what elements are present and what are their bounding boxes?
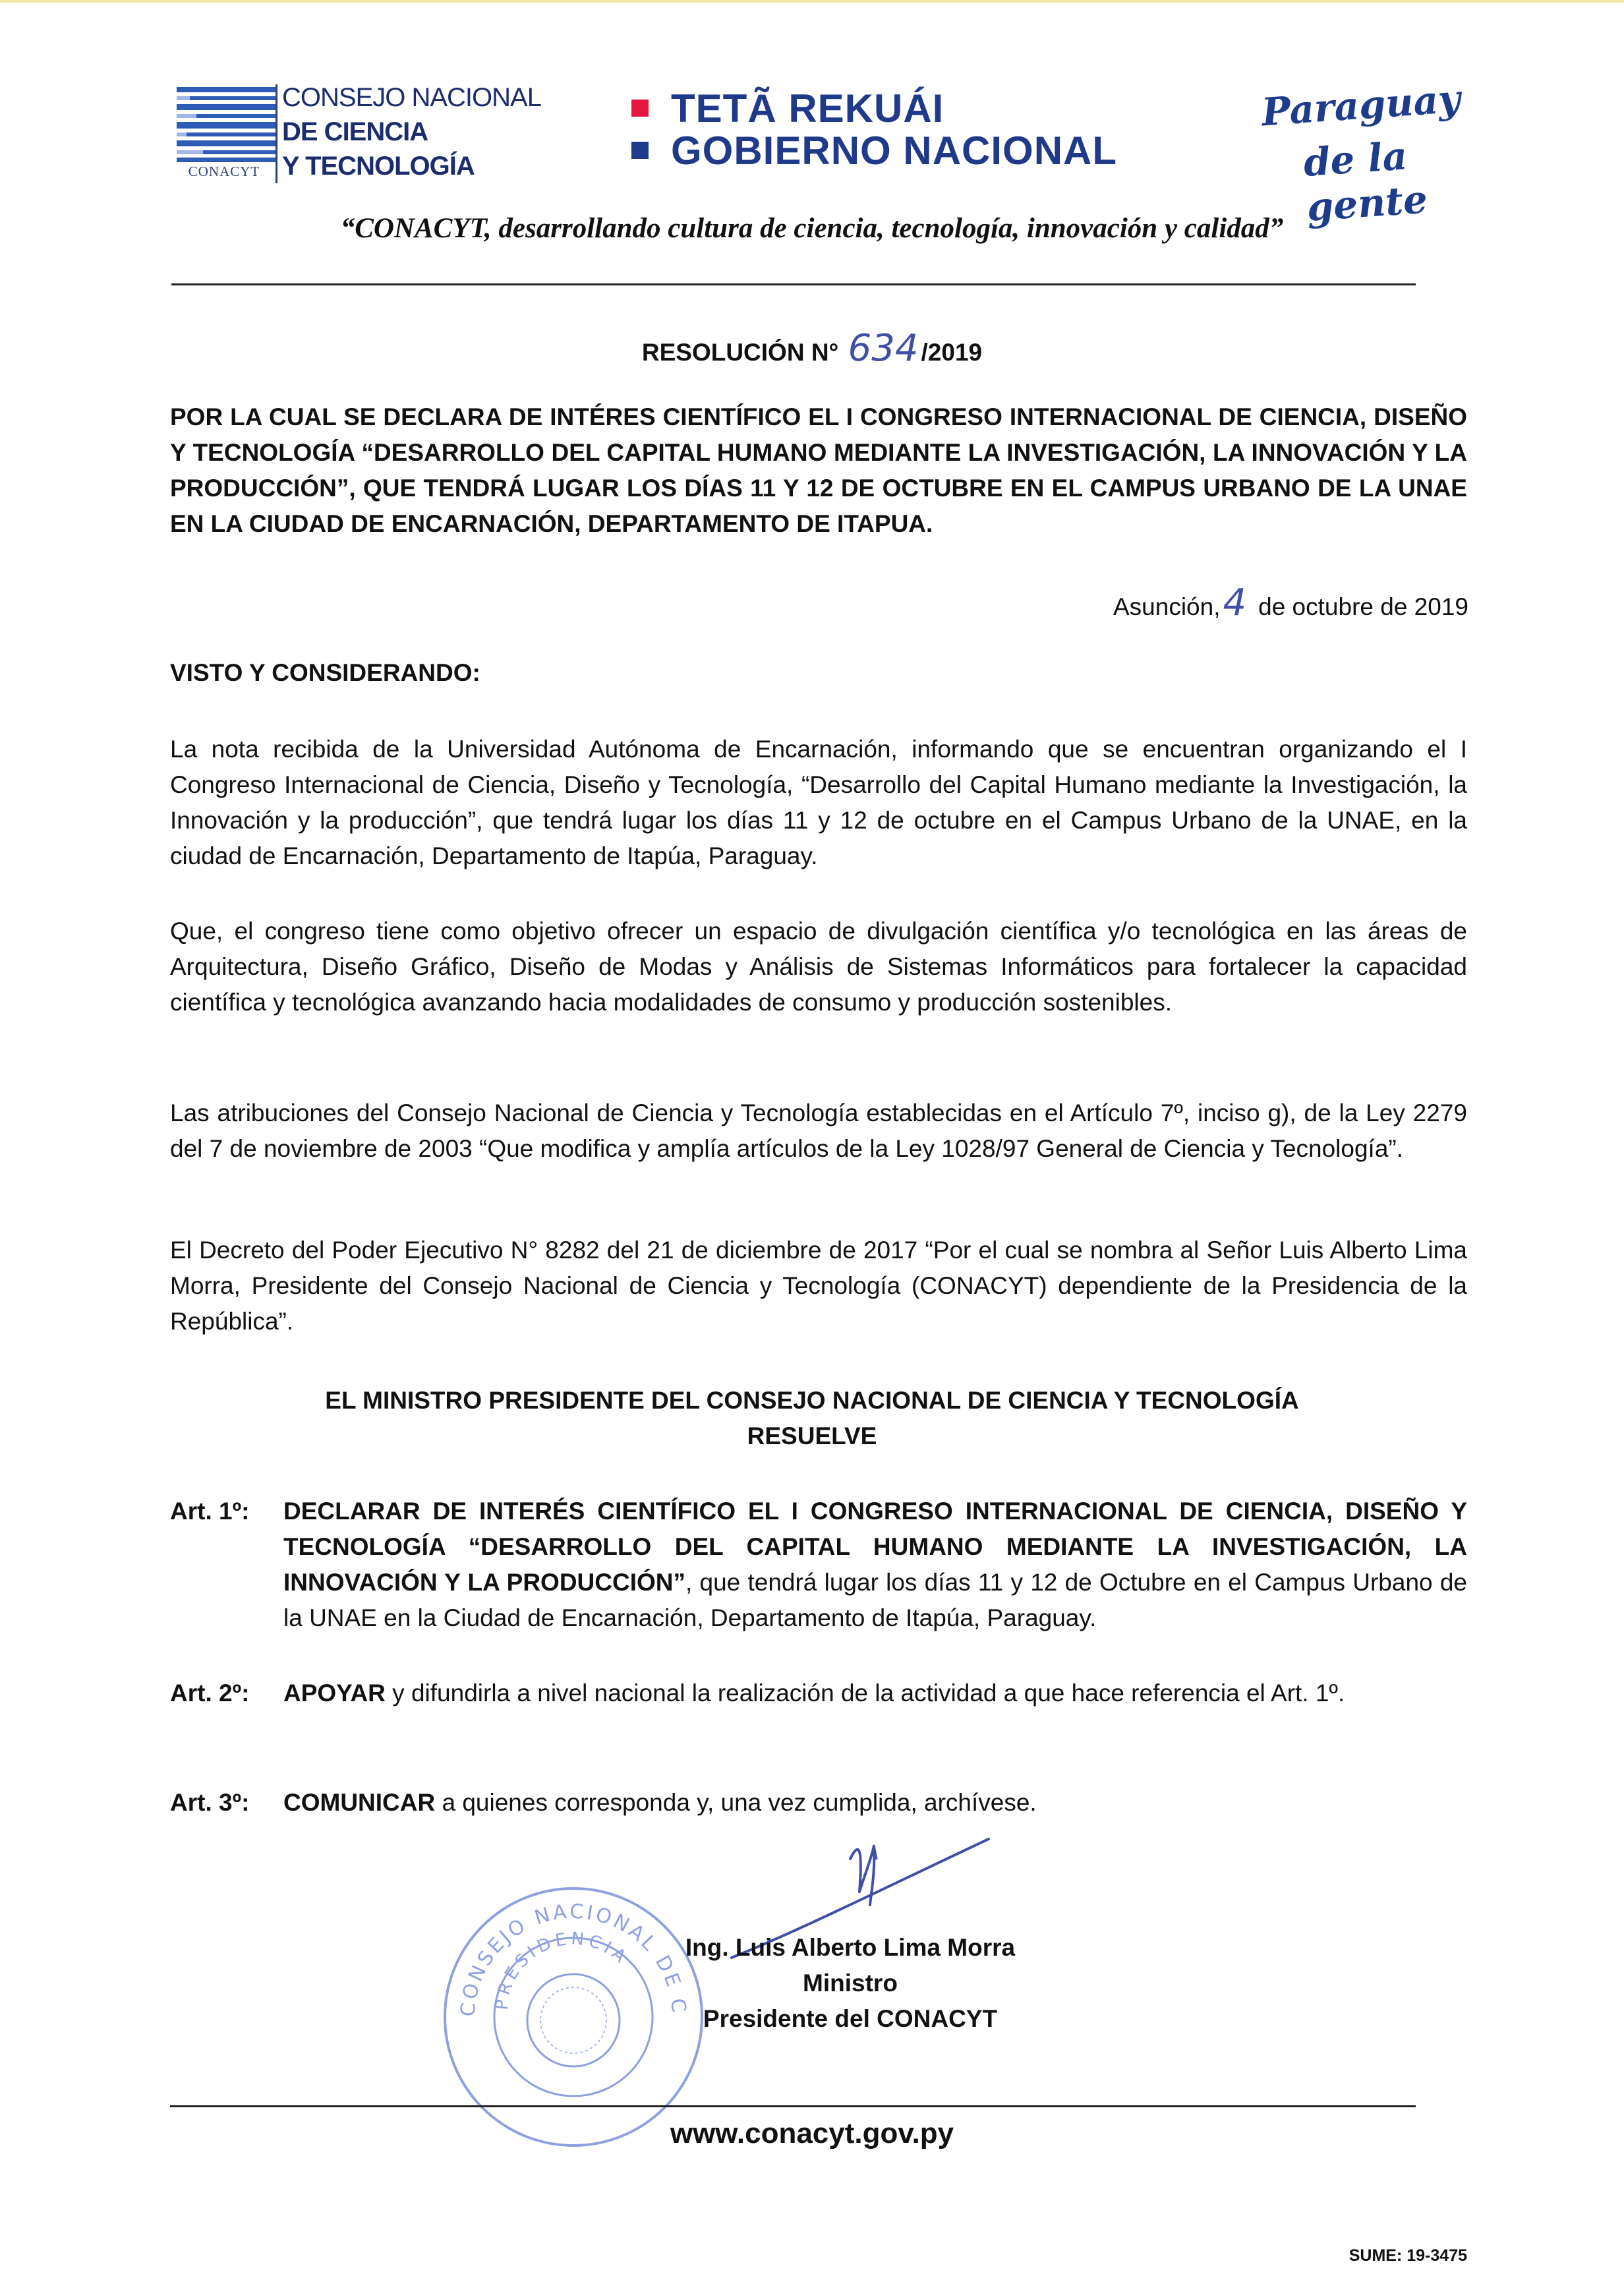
article-bold-text: DECLARAR DE INTERÉS CIENTÍFICO EL I CONGRESO INTERNACIONAL DE CIENCIA, DISEÑO Y TECNOLOGÍA “DESARROLLO DEL CAPITAL HUMANO MEDIANTE LA INVESTIGACIÓN, LA INNOVACIÓN Y LA PRODUCCIÓN” [283, 1498, 1467, 1596]
gov-logo-line1: TETÃ REKUÁI [671, 86, 944, 131]
conacyt-logo [177, 80, 546, 186]
seal-inner-text: PRESIDENCIA [492, 1929, 633, 2011]
red-square-icon [631, 100, 649, 117]
logo-divider [276, 84, 277, 183]
considerando-paragraph: El Decreto del Poder Ejecutivo N° 8282 del 21 de diciembre de 2017 “Por el cual se nombra al Señor Luis Alberto Lima Morra, Presidente del Consejo Nacional de Ciencia y Tecnología (CONACYT) dependiente de la Presidencia de la República”. [170, 1237, 1467, 1335]
blue-square-icon [631, 142, 649, 159]
paraguay-de-la-gente-logo [1252, 76, 1476, 230]
conacyt-name [282, 80, 541, 183]
resolution-prefix: RESOLUCIÓN N° [641, 339, 839, 366]
footer-divider [170, 2105, 1416, 2107]
resolution-date [923, 581, 1468, 624]
resuelve-line2: RESUELVE [747, 1422, 877, 1449]
date-prefix: Asunción, [1113, 593, 1221, 620]
article-label: Art. 3º: [170, 1789, 250, 1816]
article-3 [170, 1785, 1467, 1821]
conacyt-name-line3: Y TECNOLOGÍA [282, 152, 475, 181]
article-label: Art. 2º: [170, 1679, 250, 1707]
article-text: y difundirla a nivel nacional la realización de la actividad a que hace referencia el Art. 1º. [385, 1679, 1345, 1707]
conacyt-emblem-icon [177, 84, 276, 177]
signatory-title-1: Ministro [803, 1970, 898, 1997]
date-suffix: de octubre de 2019 [1258, 593, 1468, 620]
article-bold-text: COMUNICAR [283, 1789, 436, 1816]
motto: “CONACYT, desarrollando cultura de ciencia, tecnología, innovación y calidad” [340, 213, 1284, 244]
article-body [283, 1676, 1467, 1711]
article-label: Art. 1º: [170, 1498, 250, 1525]
gobierno-nacional-logo [631, 87, 1185, 179]
resolution-year: /2019 [921, 339, 983, 366]
conacyt-name-line2: DE CIENCIA [282, 117, 428, 146]
signatory-name: Ing. Luis Alberto Lima Morra [685, 1934, 1016, 1961]
signatory-title-2: Presidente del CONACYT [703, 2005, 998, 2032]
paraguay-logo-line1: Paraguay [1260, 76, 1462, 135]
resuelve-heading [0, 1383, 1624, 1454]
resolution-number-handwritten: 634 [848, 327, 919, 370]
seal-text: CONSEJO NACIONAL DE C [456, 1900, 691, 2018]
gov-logo-row1 [631, 87, 944, 129]
header-divider [171, 283, 1416, 285]
article-text: , que tendrá lugar los días 11 y 12 de Octubre en el Campus Urbano de la UNAE en la Ciudad de Encarnación, Departamento de Itapúa, Paraguay. [283, 1569, 1467, 1631]
page-top-edge [0, 0, 1624, 3]
conacyt-name-line1: CONSEJO NACIONAL [282, 83, 541, 112]
article-body [283, 1785, 1467, 1821]
article-1 [170, 1494, 1467, 1636]
gov-logo-line2: GOBIERNO NACIONAL [671, 128, 1117, 173]
paraguay-logo-line2: de la gente [1302, 133, 1429, 230]
conacyt-acronym: CONACYT [188, 163, 260, 179]
website-url: www.conacyt.gov.py [670, 2117, 954, 2149]
gov-logo-row2 [631, 129, 1117, 171]
article-2 [170, 1676, 1467, 1711]
resolution-subject: POR LA CUAL SE DECLARA DE INTÉRES CIENTÍFICO EL I CONGRESO INTERNACIONAL DE CIENCIA, DISEÑO Y TECNOLOGÍA “DESARROLLO DEL CAPITAL HUMANO MEDIANTE LA INVESTIGACIÓN, LA INNOVACIÓN Y LA PRODUCCIÓN”, QUE TENDRÁ LUGAR LOS DÍAS 11 Y 12 DE OCTUBRE EN EL CAMPUS URBANO DE LA UNAE EN LA CIUDAD DE ENCARNACIÓN, DEPARTAMENTO DE ITAPUA. [170, 403, 1467, 537]
sume-reference: SUME: 19-3475 [1348, 2246, 1467, 2265]
article-body [283, 1494, 1467, 1636]
signatory-block [620, 1930, 1081, 2037]
article-text: a quienes corresponda y, una vez cumplida, archívese. [435, 1789, 1037, 1816]
date-day-handwritten: 4 [1223, 581, 1247, 624]
considerando-paragraph: Las atribuciones del Consejo Nacional de Ciencia y Tecnología establecidas en el Artículo 7º, inciso g), de la Ley 2279 del 7 de noviembre de 2003 “Que modifica y amplía artículos de la Ley 1028/97 General de Ciencia y Tecnología”. [170, 1099, 1467, 1162]
considerando-paragraph: Que, el congreso tiene como objetivo ofrecer un espacio de divulgación científica y/o tecnológica en las áreas de Arquitectura, Diseño Gráfico, Diseño de Modas y Análisis de Sistemas Informáticos para fortalecer la capacidad científica y tecnológica avanzando hacia modalidades de consumo y producción sostenibles. [170, 918, 1467, 1016]
considerando-paragraph: La nota recibida de la Universidad Autónoma de Encarnación, informando que se encuentran organizando el I Congreso Internacional de Ciencia, Diseño y Tecnología, “Desarrollo del Capital Humano mediante la Investigación, la Innovación y la producción”, que tendrá lugar los días 11 y 12 de octubre en el Campus Urbano de la UNAE, en la ciudad de Encarnación, Departamento de Itapúa, Paraguay. [170, 736, 1467, 869]
article-bold-text: APOYAR [283, 1679, 386, 1707]
resolution-title [0, 327, 1624, 370]
considerando-heading: VISTO Y CONSIDERANDO: [170, 659, 480, 686]
resuelve-line1: EL MINISTRO PRESIDENTE DEL CONSEJO NACIONAL DE CIENCIA Y TECNOLOGÍA [325, 1387, 1299, 1414]
